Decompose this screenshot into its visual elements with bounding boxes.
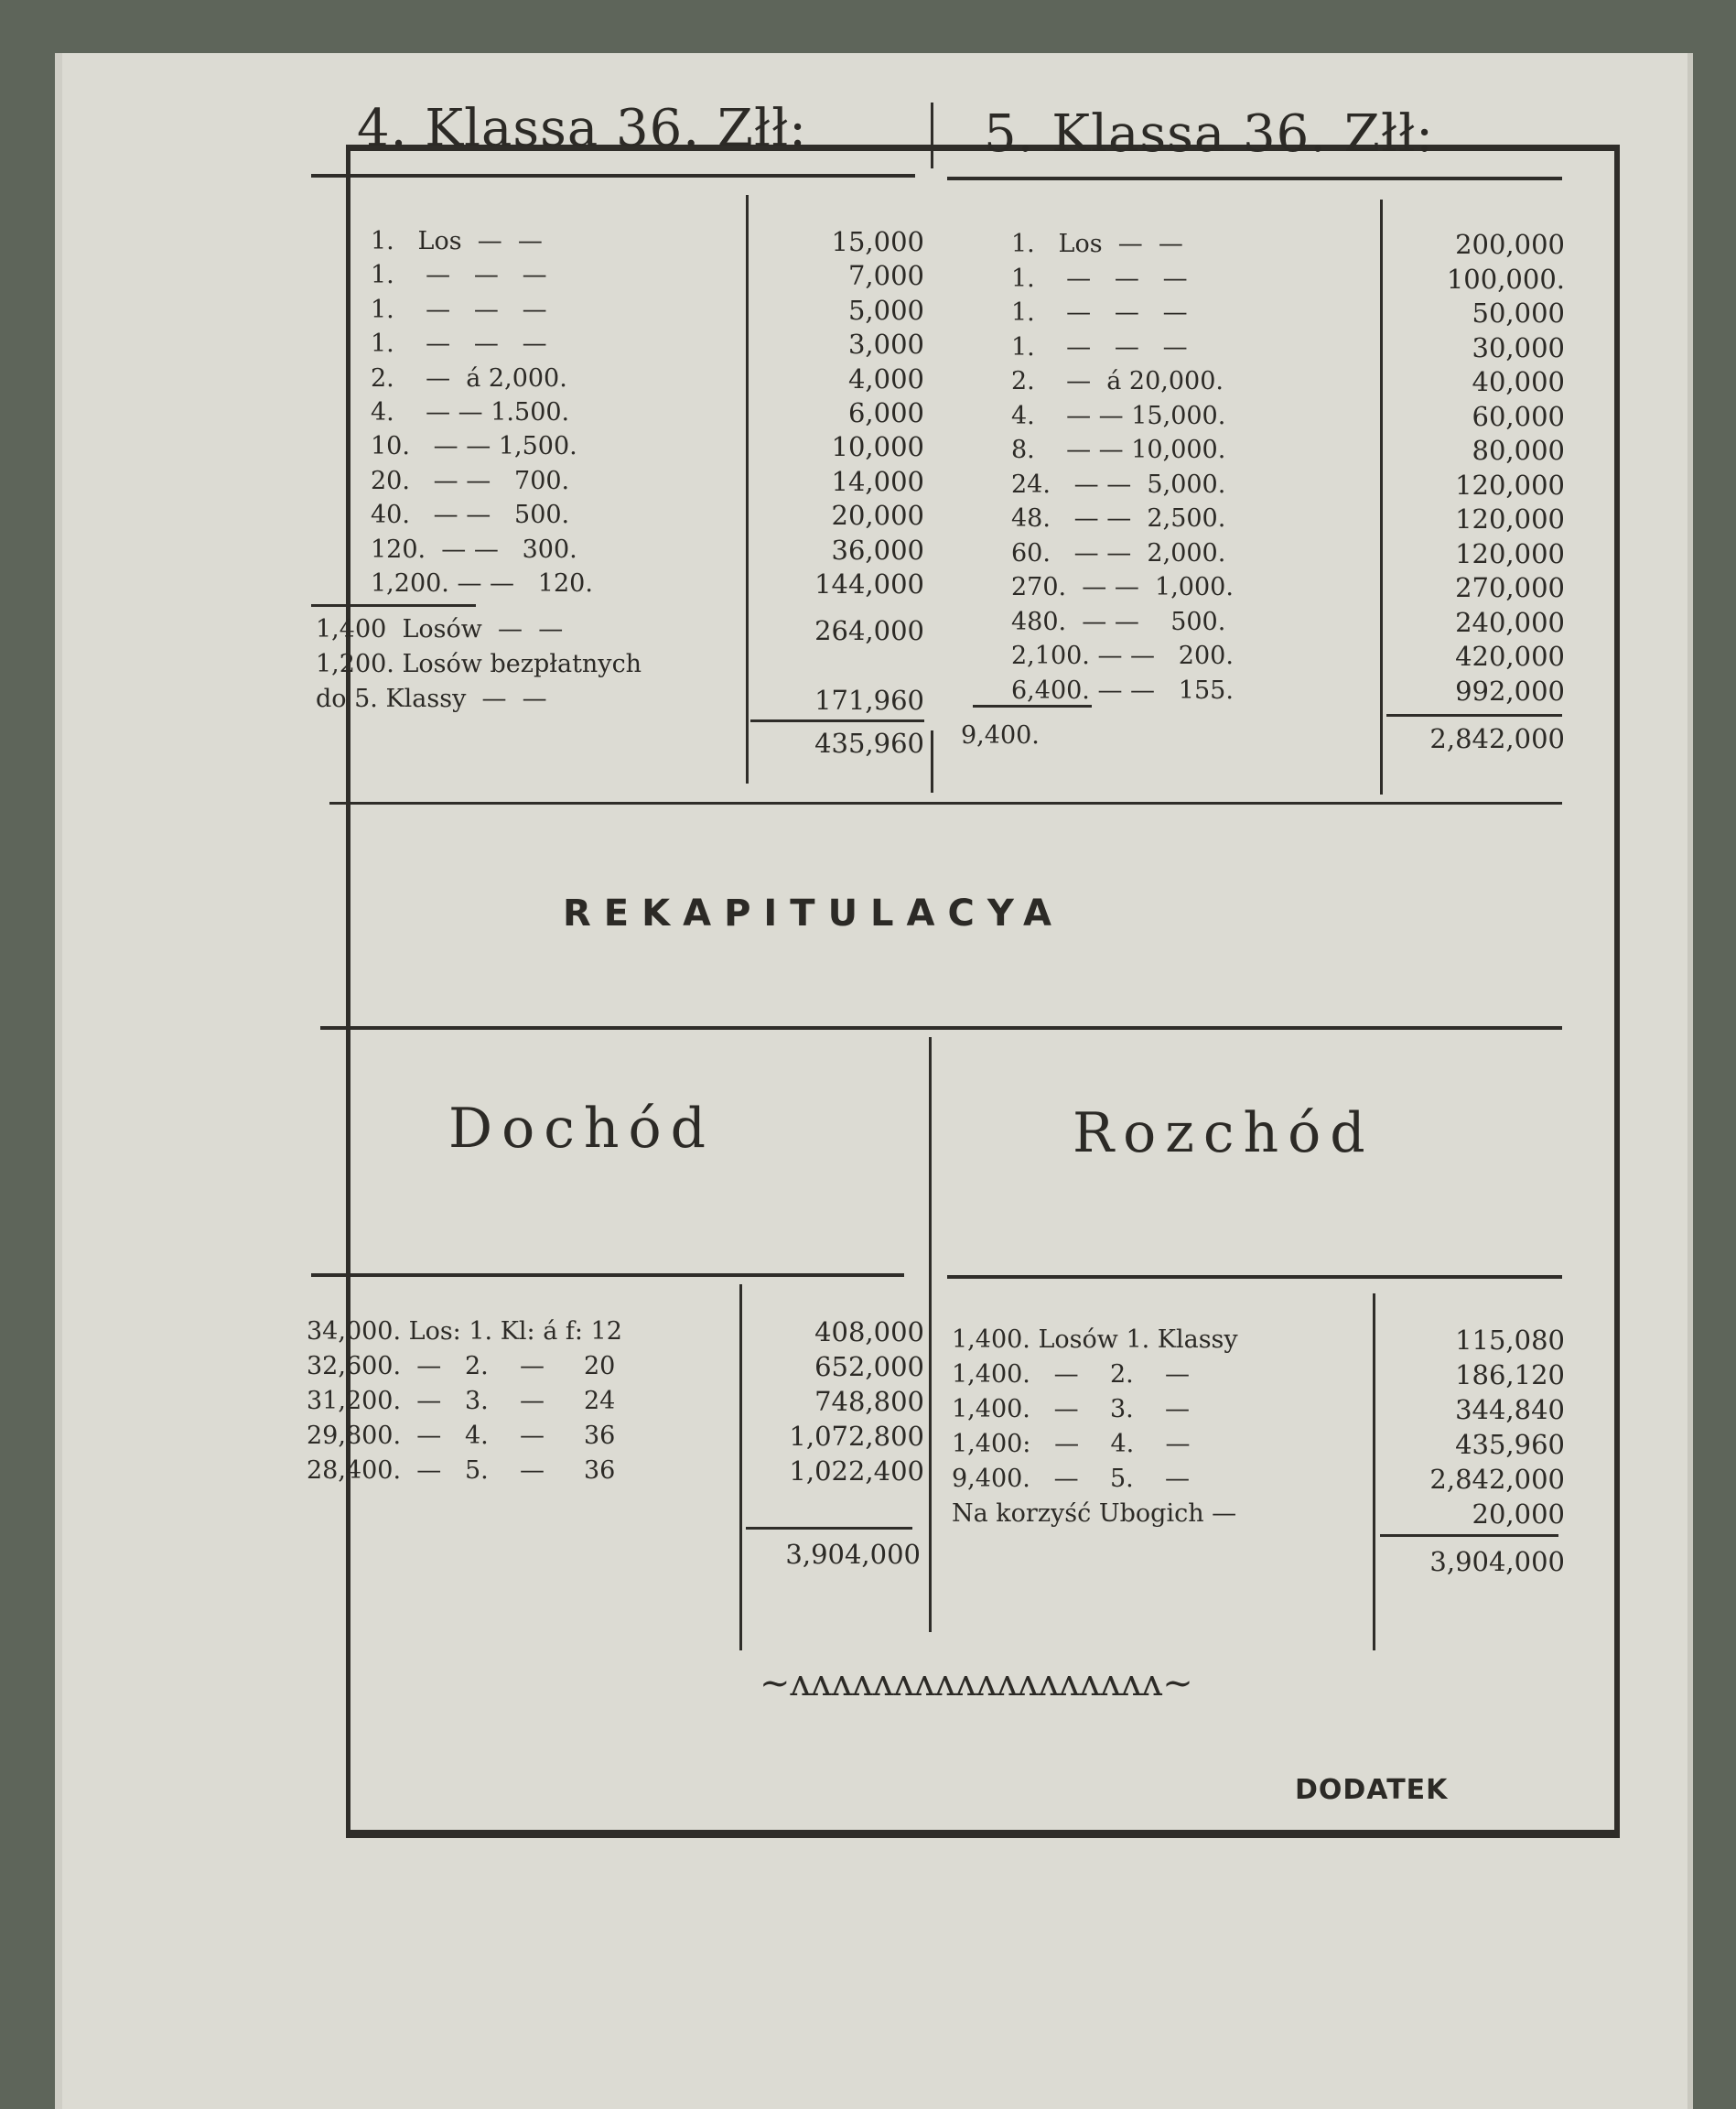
expense-row-label: 1,400. — 3. — (952, 1395, 1191, 1423)
class4-row-amount: 5,000 (847, 294, 924, 326)
income-total-rule (746, 1527, 912, 1530)
class5-header-rule (947, 177, 1562, 180)
class4-row-label: 1. — — — (371, 261, 547, 290)
class5-row-label: 1. — — — (1011, 298, 1188, 327)
class5-row-label: 48. — — 2,500. (1011, 504, 1226, 533)
class5-row-amount: 420,000 (1455, 641, 1565, 672)
class5-row-label: 8. — — 10,000. (1011, 436, 1226, 464)
recap-top-rule (329, 802, 1562, 805)
class4-row-label: 1. — — — (371, 295, 547, 324)
expense-row-amount: 344,840 (1455, 1394, 1565, 1425)
class5-count-rule (973, 705, 1092, 708)
income-col-divider (739, 1284, 742, 1650)
class4-row-label: 40. — — 500. (371, 501, 570, 530)
class4-row-amount: 3,000 (847, 329, 924, 361)
income-row-label: 29,800. — 4. — 36 (307, 1422, 616, 1450)
class4-row-label: 1. — — — (371, 330, 547, 359)
class5-row-amount: 80,000 (1472, 435, 1565, 466)
class4-summary-amount-2: 171,960 (814, 685, 924, 716)
class4-row-label: 1,200. — — 120. (371, 569, 593, 598)
income-row-amount: 652,000 (814, 1351, 924, 1382)
class5-row-amount: 200,000 (1455, 229, 1565, 260)
income-title: Dochód (448, 1097, 716, 1161)
class4-row-amount: 10,000 (831, 431, 924, 463)
expense-row-label: Na korzyść Ubogich — (952, 1499, 1237, 1528)
income-header-rule (311, 1273, 904, 1277)
class4-summary-2: 1,200. Losów bezpłatnych (316, 650, 642, 678)
class4-header-rule (311, 174, 915, 178)
class5-row-label: 2. — á 20,000. (1011, 367, 1224, 395)
class4-summary-1: 1,400 Losów — — (316, 615, 564, 644)
class5-row-label: 60. — — 2,000. (1011, 538, 1226, 568)
class4-row-amount: 36,000 (831, 534, 924, 566)
class5-row-amount: 240,000 (1455, 606, 1565, 638)
class4-summary-amount-1: 264,000 (814, 615, 924, 646)
recap-center-divider (929, 1037, 932, 1632)
class5-row-label: 4. — — 15,000. (1011, 401, 1226, 430)
class4-sum-rule (311, 604, 476, 607)
expense-row-label: 9,400. — 5. — (952, 1465, 1191, 1493)
class5-row-label: 1. — — — (1011, 264, 1188, 293)
class4-row-label: 1. Los — — (371, 227, 543, 255)
income-row-label: 32,600. — 2. — 20 (307, 1352, 616, 1380)
class4-row-label: 20. — — 700. (371, 466, 570, 495)
income-row-label: 34,000. Los: 1. Kl: á f: 12 (307, 1317, 622, 1346)
recap-bottom-rule (320, 1026, 1562, 1030)
class5-total-rule (1386, 714, 1562, 717)
expense-row-amount: 2,842,000 (1429, 1464, 1565, 1495)
class5-total: 2,842,000 (1429, 723, 1565, 754)
income-row-label: 31,200. — 3. — 24 (307, 1387, 616, 1415)
class4-row-label: 120. — — 300. (371, 535, 577, 564)
expense-total: 3,904,000 (1429, 1546, 1565, 1577)
class4-title: 4. Klassa 36. Złł: (357, 99, 807, 158)
class5-row-amount: 40,000 (1472, 366, 1565, 397)
class5-row-label: 6,400. — — 155. (1011, 676, 1234, 705)
class4-total: 435,960 (814, 728, 924, 759)
class5-row-amount: 100,000. (1446, 263, 1565, 295)
class5-row-amount: 120,000 (1455, 469, 1565, 501)
expense-col-divider (1373, 1293, 1375, 1650)
class5-row-amount: 50,000 (1472, 297, 1565, 329)
center-divider (931, 730, 933, 793)
class5-row-label: 24. — — 5,000. (1011, 470, 1226, 499)
recap-title: REKAPITULACYA (563, 892, 1064, 935)
catchword: DODATEK (1295, 1774, 1449, 1806)
class4-row-amount: 20,000 (831, 500, 924, 532)
class4-col-divider (746, 195, 749, 784)
class4-row-label: 10. — — 1,500. (371, 432, 577, 461)
class4-row-amount: 144,000 (814, 568, 924, 600)
income-row-amount: 1,022,400 (789, 1455, 924, 1487)
income-row-amount: 748,800 (814, 1386, 924, 1417)
class4-row-label: 2. — á 2,000. (371, 363, 567, 393)
expense-row-label: 1,400. Losów 1. Klassy (952, 1325, 1238, 1354)
class4-row-amount: 6,000 (847, 397, 924, 428)
class5-row-label: 1. Los — — (1011, 230, 1183, 258)
income-total: 3,904,000 (785, 1539, 921, 1570)
expense-total-rule (1380, 1534, 1558, 1537)
expense-row-amount: 20,000 (1472, 1498, 1565, 1530)
ornament: ~ʌʌʌʌʌʌʌʌʌʌʌʌʌʌʌʌʌʌ~ (760, 1662, 1193, 1704)
class5-count-total: 9,400. (961, 721, 1040, 750)
class5-row-label: 270. — — 1,000. (1011, 573, 1234, 601)
income-row-amount: 1,072,800 (789, 1421, 924, 1452)
class5-row-label: 480. — — 500. (1011, 607, 1226, 636)
header-divider (931, 103, 933, 168)
class5-row-label: 1. — — — (1011, 332, 1188, 362)
page (55, 53, 1693, 2109)
class4-total-rule (750, 719, 924, 722)
class5-col-divider (1380, 200, 1383, 795)
expense-row-amount: 115,080 (1455, 1325, 1565, 1356)
class4-row-amount: 7,000 (847, 260, 924, 292)
income-row-amount: 408,000 (814, 1316, 924, 1347)
expense-row-label: 1,400: — 4. — (952, 1430, 1191, 1458)
class4-row-amount: 14,000 (831, 465, 924, 497)
expense-row-amount: 435,960 (1455, 1429, 1565, 1460)
class5-row-amount: 992,000 (1455, 675, 1565, 707)
expense-header-rule (947, 1275, 1562, 1279)
class5-row-amount: 30,000 (1472, 331, 1565, 363)
expense-row-amount: 186,120 (1455, 1359, 1565, 1390)
class4-row-amount: 15,000 (831, 226, 924, 257)
class5-row-label: 2,100. — — 200. (1011, 642, 1234, 670)
expense-row-label: 1,400. — 2. — (952, 1360, 1191, 1389)
class5-row-amount: 120,000 (1455, 503, 1565, 535)
class4-summary-3: do 5. Klassy — — (316, 685, 547, 713)
expense-title: Rozchód (1073, 1101, 1375, 1165)
class5-row-amount: 60,000 (1472, 400, 1565, 432)
class4-row-amount: 4,000 (847, 362, 924, 395)
class5-row-amount: 270,000 (1455, 572, 1565, 603)
class5-title: 5. Klassa 36. Złł: (984, 104, 1434, 164)
income-row-label: 28,400. — 5. — 36 (307, 1456, 616, 1485)
class4-row-label: 4. — — 1.500. (371, 398, 570, 427)
class5-row-amount: 120,000 (1455, 537, 1565, 569)
